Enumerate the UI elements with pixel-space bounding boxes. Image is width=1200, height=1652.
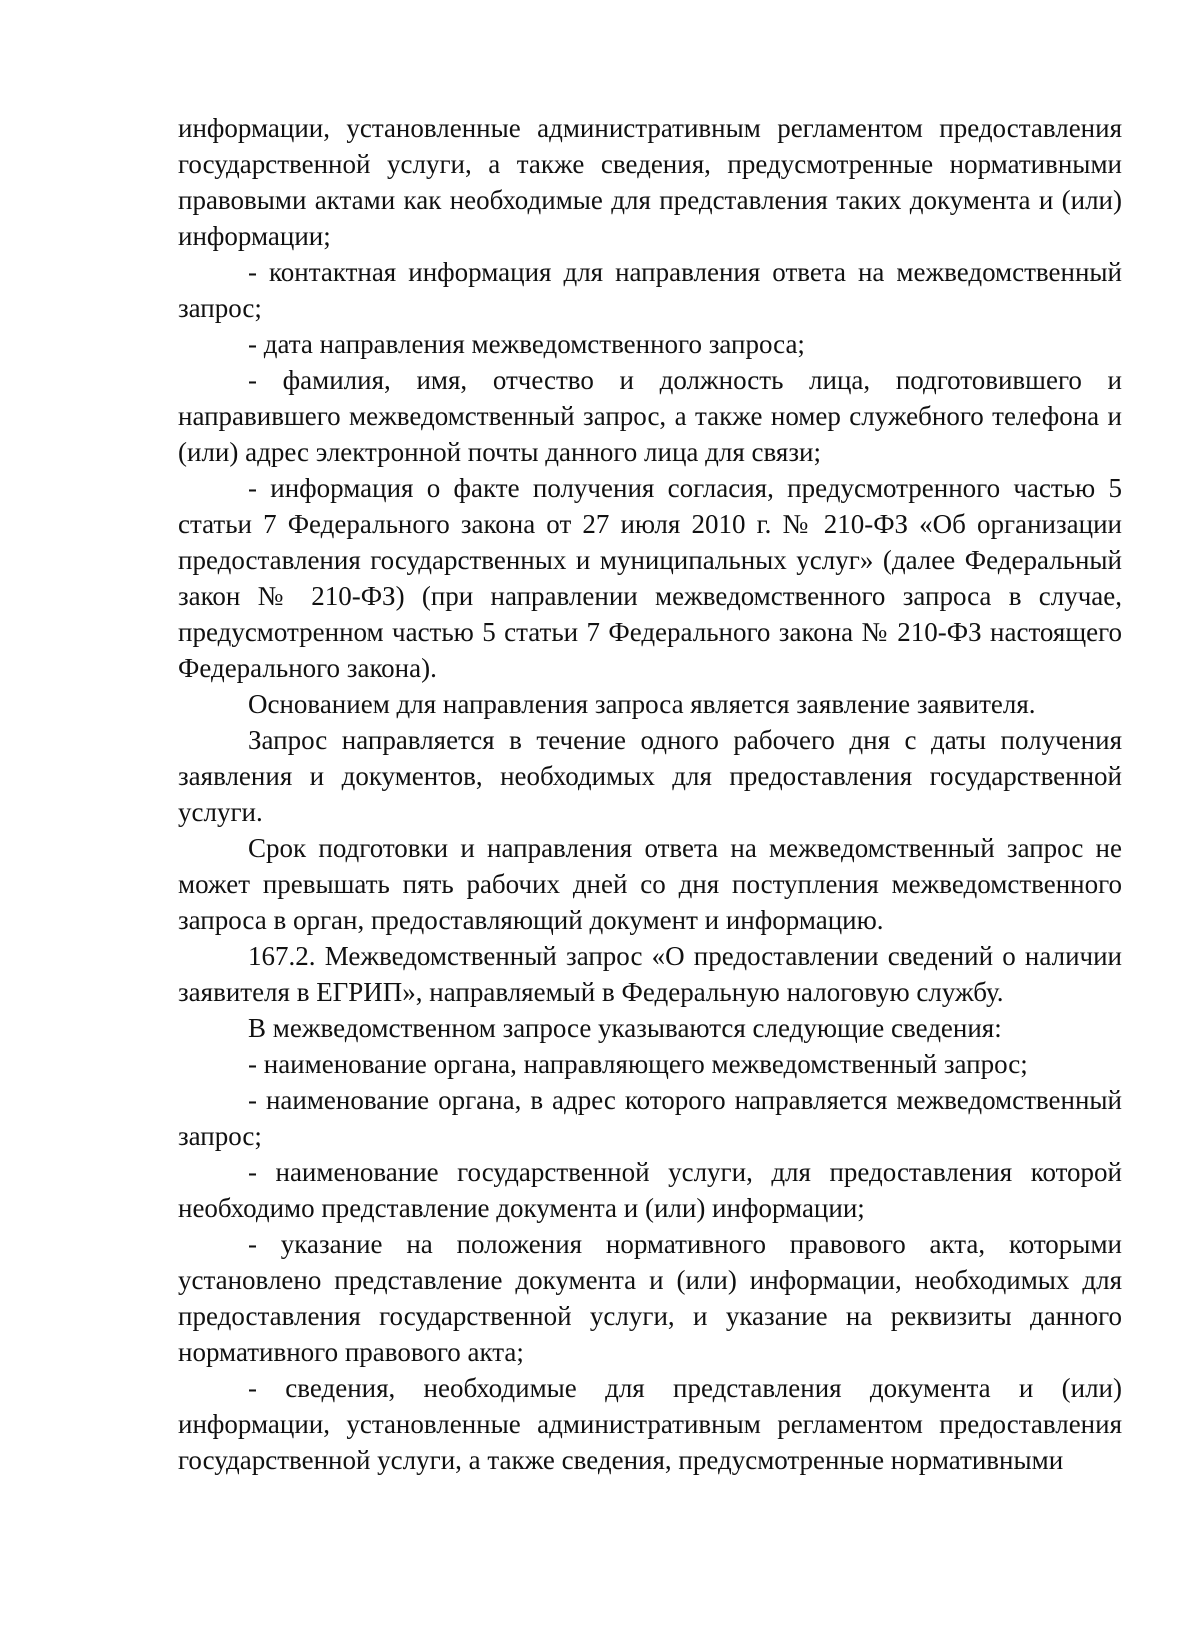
paragraph-7: Запрос направляется в течение одного рабочего дня с даты получения заявления и документов, необходимых для предоставления государственной услуги.	[178, 725, 1122, 827]
paragraph-9: 167.2. Межведомственный запрос «О предоставлении сведений о наличии заявителя в ЕГРИП», направляемый в Федеральную налоговую службу.	[178, 941, 1122, 1007]
paragraph-6: Основанием для направления запроса является заявление заявителя.	[248, 689, 1036, 719]
paragraph-1: информации, установленные административным регламентом предоставления государственной услуги, а также сведения, предусмотренные нормативными правовыми актами как необходимые для представления таких документа и (или) информации;	[178, 113, 1122, 251]
paragraph-10: В межведомственном запросе указываются следующие сведения:	[248, 1013, 1002, 1043]
paragraph-3: - дата направления межведомственного запроса;	[248, 329, 805, 359]
paragraph-15: - сведения, необходимые для представления документа и (или) информации, установленные административным регламентом предоставления государственной услуги, а также сведения, предусмотренные нормативными	[178, 1373, 1122, 1475]
paragraph-8: Срок подготовки и направления ответа на межведомственный запрос не может превышать пять рабочих дней со дня поступления межведомственного запроса в орган, предоставляющий документ и информацию.	[178, 833, 1122, 935]
paragraph-11: - наименование органа, направляющего межведомственный запрос;	[248, 1049, 1028, 1079]
paragraph-12: - наименование органа, в адрес которого направляется межведомственный запрос;	[178, 1085, 1122, 1151]
paragraph-13: - наименование государственной услуги, для предоставления которой необходимо представление документа и (или) информации;	[178, 1157, 1122, 1223]
paragraph-2: - контактная информация для направления ответа на межведомственный запрос;	[178, 257, 1122, 323]
paragraph-4: - фамилия, имя, отчество и должность лица, подготовившего и направившего межведомственный запрос, а также номер служебного телефона и (или) адрес электронной почты данного лица для связи;	[178, 365, 1122, 467]
paragraph-14: - указание на положения нормативного правового акта, которыми установлено представление документа и (или) информации, необходимых для предоставления государственной услуги, и указание на реквизиты данного нормативного правового акта;	[178, 1229, 1122, 1367]
paragraph-5: - информация о факте получения согласия, предусмотренного частью 5 статьи 7 Федерального закона от 27 июля 2010 г. № 210-ФЗ «Об организации предоставления государственных и муниципальных услуг» (далее Федеральный закон № 210-ФЗ) (при направлении межведомственного запроса в случае, предусмотренном частью 5 статьи 7 Федерального закона № 210-ФЗ настоящего Федерального закона).	[178, 473, 1122, 683]
document-page	[178, 110, 1122, 1630]
